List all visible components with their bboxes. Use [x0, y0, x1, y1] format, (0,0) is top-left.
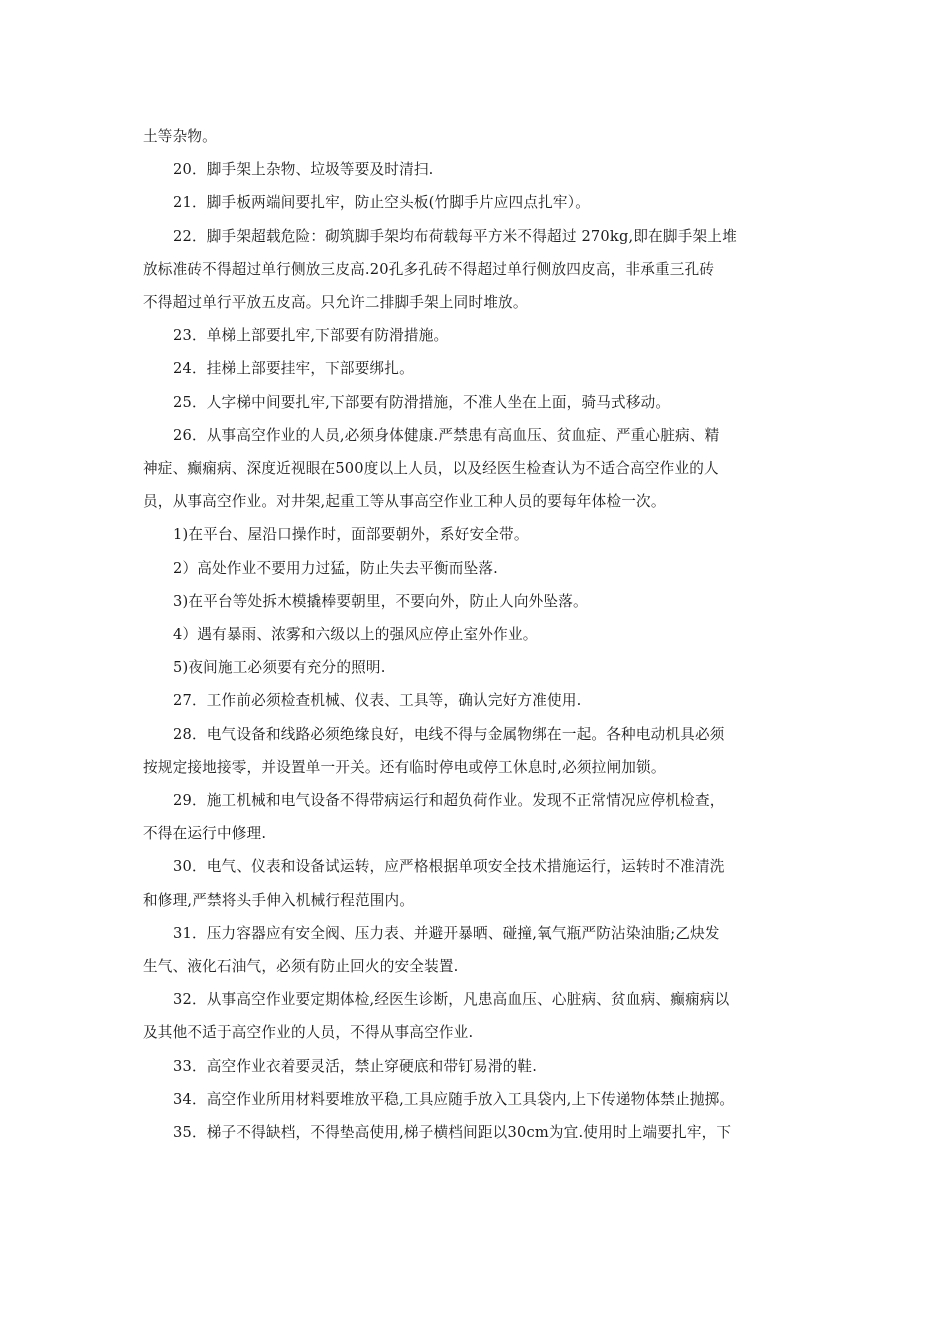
text-line: 26．从事高空作业的人员,必须身体健康.严禁患有高血压、贫血症、严重心脏病、精	[173, 426, 720, 444]
text-line: 1)在平台、屋沿口操作时，面部要朝外，系好安全带。	[173, 526, 529, 544]
text-line: 4）遇有暴雨、浓雾和六级以上的强风应停止室外作业。	[173, 626, 538, 644]
text-line: 28．电气设备和线路必须绝缘良好，电线不得与金属物绑在一起。各种电动机具必须	[173, 725, 725, 743]
text-line: 按规定接地接零，并设置单一开关。还有临时停电或停工休息时,必须拉闸加锁。	[143, 758, 666, 776]
text-line: 生气、液化石油气，必须有防止回火的安全装置.	[143, 958, 459, 976]
text-line: 20．脚手架上杂物、垃圾等要及时清扫.	[173, 161, 434, 179]
text-line: 31．压力容器应有安全阀、压力表、并避开暴晒、碰撞,氧气瓶严防沾染油脂;乙炔发	[173, 924, 720, 942]
text-line: 神症、癫痫病、深度近视眼在500度以上人员，以及经医生检查认为不适合高空作业的人	[143, 460, 719, 478]
text-line: 不得在运行中修理.	[143, 825, 267, 843]
text-line: 放标准砖不得超过单行侧放三皮高.20孔多孔砖不得超过单行侧放四皮高，非承重三孔砖	[143, 260, 715, 278]
text-line: 3)在平台等处拆木模撬棒要朝里，不要向外，防止人向外坠落。	[173, 592, 588, 610]
text-line: 34．高空作业所用材料要堆放平稳,工具应随手放入工具袋内,上下传递物体禁止抛掷。	[173, 1090, 735, 1108]
text-line: 员，从事高空作业。对井架,起重工等从事高空作业工种人员的要每年体检一次。	[143, 493, 666, 511]
text-line: 及其他不适于高空作业的人员，不得从事高空作业.	[143, 1024, 474, 1042]
text-line: 23．单梯上部要扎牢,下部要有防滑措施。	[173, 327, 449, 345]
text-line: 32．从事高空作业要定期体检,经医生诊断，凡患高血压、心脏病、贫血病、癫痫病以	[173, 991, 730, 1009]
text-line: 24．挂梯上部要挂牢，下部要绑扎。	[173, 360, 414, 378]
text-line: 21．脚手板两端间要扎牢，防止空头板(竹脚手片应四点扎牢）。	[173, 194, 590, 212]
text-line: 不得超过单行平放五皮高。只允许二排脚手架上同时堆放。	[143, 294, 528, 312]
text-line: 2）高处作业不要用力过猛，防止失去平衡而坠落.	[173, 559, 498, 577]
text-line: 25．人字梯中间要扎牢,下部要有防滑措施，不准人坐在上面，骑马式移动。	[173, 393, 671, 411]
text-line: 和修理,严禁将头手伸入机械行程范围内。	[143, 891, 415, 909]
text-line: 29．施工机械和电气设备不得带病运行和超负荷作业。发现不正常情况应停机检查，	[173, 792, 725, 810]
document-body	[143, 120, 810, 1149]
text-line: 5)夜间施工必须要有充分的照明.	[173, 659, 386, 677]
text-line: 土等杂物。	[143, 128, 217, 145]
text-line: 27．工作前必须检查机械、仪表、工具等，确认完好方准使用.	[173, 692, 582, 710]
text-line: 35．梯子不得缺档，不得垫高使用,梯子横档间距以30cm为宜.使用时上端要扎牢，下	[173, 1124, 732, 1142]
text-line: 30．电气、仪表和设备试运转，应严格根据单项安全技术措施运行，运转时不准清洗	[173, 858, 725, 876]
text-line: 33．高空作业衣着要灵活，禁止穿硬底和带钉易滑的鞋.	[173, 1057, 538, 1075]
text-line: 22．脚手架超载危险：砌筑脚手架均布荷载每平方米不得超过 270kg,即在脚手架上堆	[173, 227, 737, 245]
